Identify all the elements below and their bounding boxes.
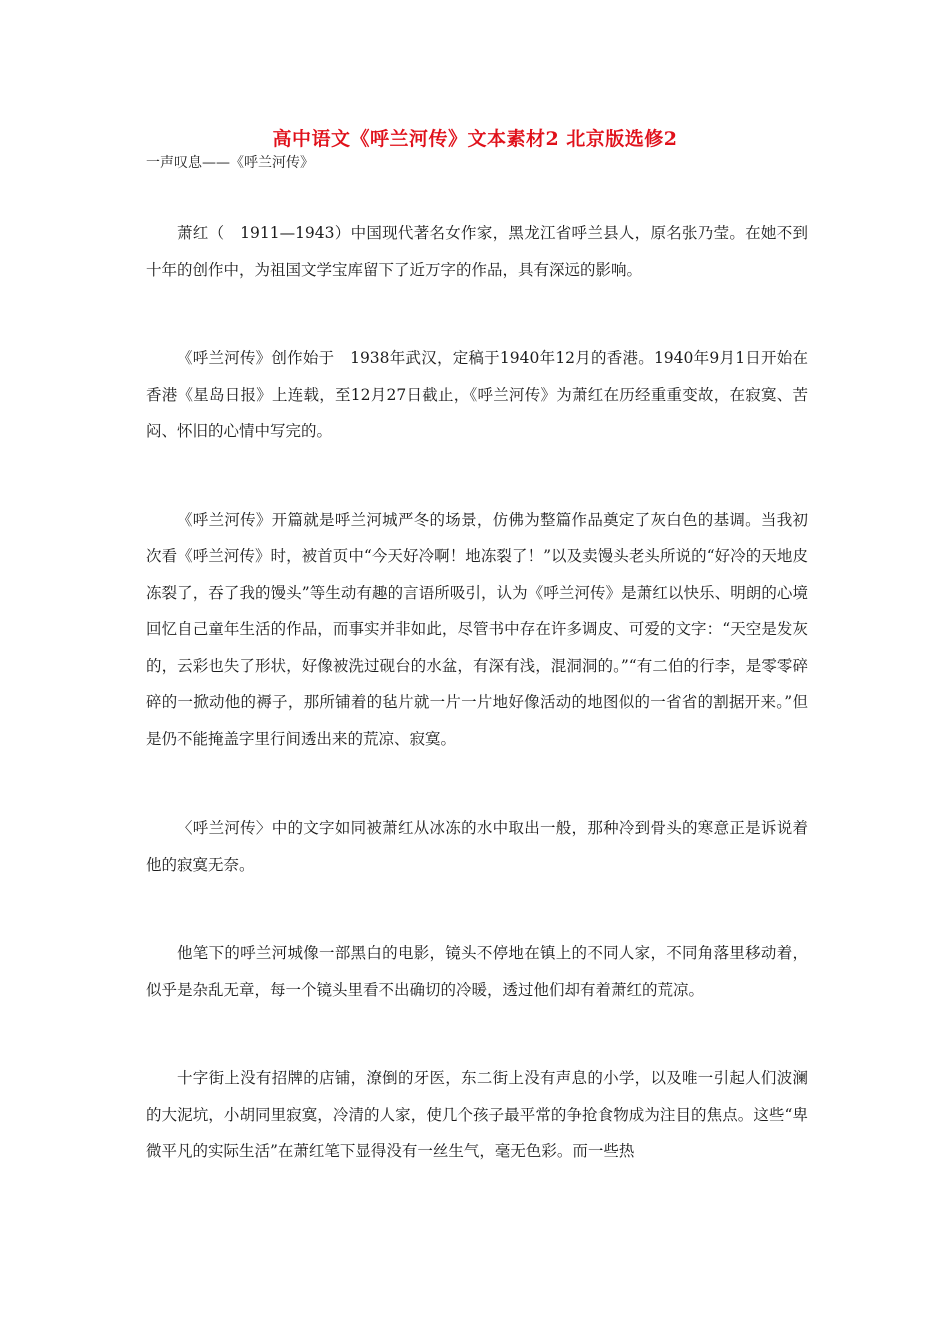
paragraph: 《呼兰河传》开篇就是呼兰河城严冬的场景，仿佛为整篇作品奠定了灰白色的基调。当我初次看《呼兰河传》时，被首页中“今天好冷啊！地冻裂了！”以及卖馒头老头所说的“好冷的天地皮冻裂了，吞了我的馒头”等生动有趣的言语所吸引，认为《呼兰河传》是萧红以快乐、明朗的心境回忆自己童年生活的作品，而事实并非如此，尽管书中存在许多调皮、可爱的文字：“天空是发灰的，云彩也失了形状，好像被洗过砚台的水盆，有深有浅，混洞洞的。”“有二伯的行李，是零零碎碎的一掀动他的褥子，那所铺着的毡片就一片一片地好像活动的地图似的一省省的割据开来。”但是仍不能掩盖字里行间透出来的荒凉、寂寞。 [146,510,808,748]
paragraph: 十字街上没有招牌的店铺，潦倒的牙医，东二街上没有声息的小学，以及唯一引起人们波澜的大泥坑，小胡同里寂寞，冷清的人家，使几个孩子最平常的争抢食物成为注目的焦点。这些“卑微平凡的实际生活”在萧红笔下显得没有一丝生气，毫无色彩。而一些热 [146,1069,808,1160]
document-body [146,215,808,1222]
document-subtitle: 一声叹息——《呼兰河传》 [146,155,314,171]
paragraph: 他笔下的呼兰河城像一部黑白的电影，镜头不停地在镇上的不同人家，不同角落里移动着，似乎是杂乱无章，每一个镜头里看不出确切的冷暖，透过他们却有着萧红的荒凉。 [146,944,808,999]
document-title: 高中语文《呼兰河传》文本素材2 北京版选修2 [272,128,678,150]
paragraph: 〈呼兰河传〉中的文字如同被萧红从冰冻的水中取出一般，那种冷到骨头的寒意正是诉说着他的寂寞无奈。 [146,819,808,874]
paragraph: 《呼兰河传》创作始于 1938年武汉，定稿于1940年12月的香港。1940年9月1日开始在香港《星岛日报》上连载，至12月27日截止，《呼兰河传》为萧红在历经重重变故，在寂寞、苦闷、怀旧的心情中写完的。 [146,349,808,440]
paragraph: 萧红（ 1911—1943）中国现代著名女作家，黑龙江省呼兰县人，原名张乃莹。在她不到十年的创作中，为祖国文学宝库留下了近万字的作品，具有深远的影响。 [146,224,808,279]
